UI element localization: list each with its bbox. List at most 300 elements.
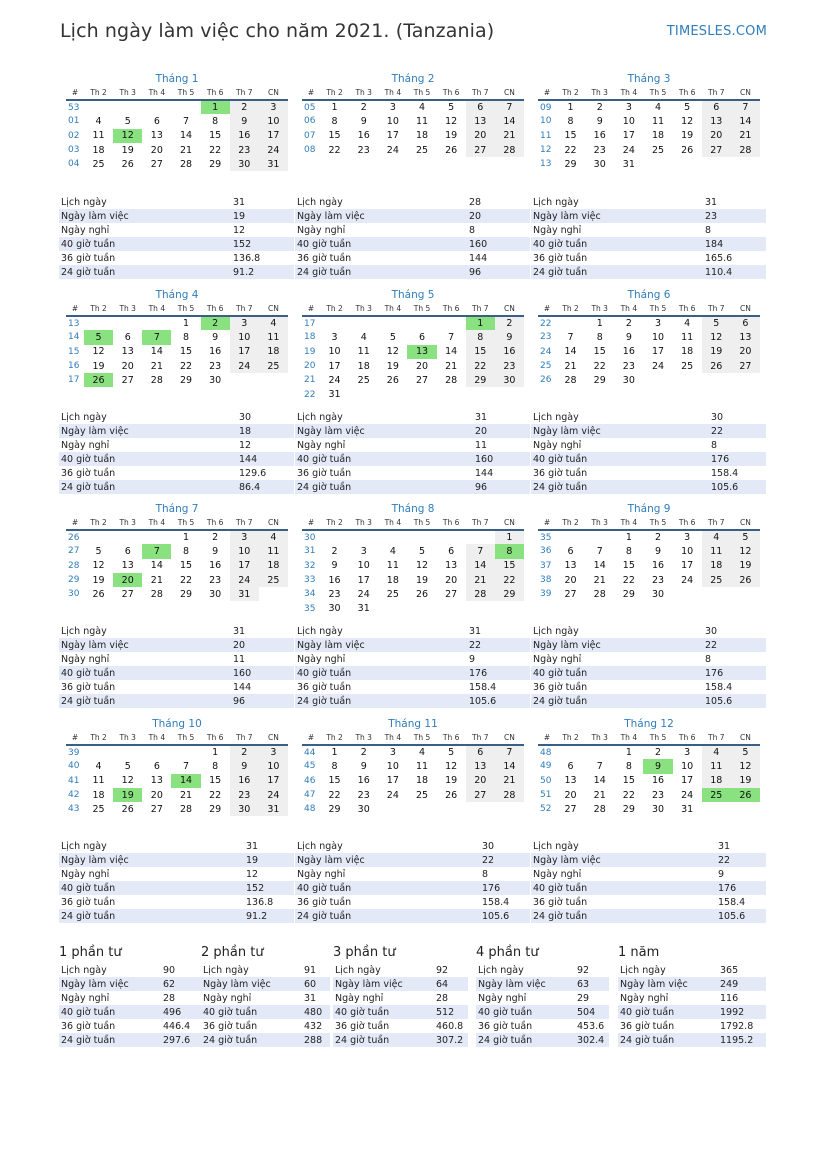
day-cell[interactable]: 12	[92, 560, 105, 572]
day-cell[interactable]: 9	[596, 115, 603, 127]
day-cell[interactable]: 11	[386, 560, 399, 572]
day-cell[interactable]: 18	[386, 574, 399, 586]
day-cell[interactable]: 19	[415, 574, 429, 586]
day-cell[interactable]: 15	[593, 346, 606, 358]
day-cell[interactable]: 24	[357, 588, 370, 600]
day-cell[interactable]: 3	[259, 100, 288, 114]
day-cell[interactable]: 4	[418, 102, 426, 114]
day-cell[interactable]: 23	[357, 789, 370, 801]
day-cell[interactable]: 29	[495, 587, 524, 601]
day-cell[interactable]: 12	[731, 544, 760, 558]
day-cell[interactable]: 6	[124, 545, 131, 557]
day-cell[interactable]: 3	[389, 102, 396, 114]
day-cell[interactable]: 23	[651, 789, 665, 801]
day-cell[interactable]: 4	[360, 331, 367, 343]
day-cell[interactable]: 21	[495, 129, 524, 143]
day-cell[interactable]: 1	[567, 102, 574, 114]
day-cell[interactable]: 4	[95, 760, 102, 772]
day-cell[interactable]: 9	[654, 545, 662, 557]
day-cell[interactable]: 3	[259, 745, 288, 759]
day-cell[interactable]: 18	[415, 130, 429, 142]
day-cell[interactable]: 31	[681, 803, 694, 815]
day-cell[interactable]: 28	[495, 788, 524, 802]
day-cell[interactable]: 11	[92, 130, 105, 142]
day-cell[interactable]: 19	[445, 130, 458, 142]
day-cell[interactable]: 27	[564, 588, 577, 600]
day-cell[interactable]: 21	[593, 574, 606, 586]
day-cell[interactable]: 27	[415, 374, 429, 386]
day-cell[interactable]: 6	[418, 331, 426, 343]
holiday-cell[interactable]: 25	[702, 788, 731, 802]
day-cell[interactable]: 17	[230, 345, 259, 359]
day-cell[interactable]: 27	[564, 803, 577, 815]
day-cell[interactable]: 10	[259, 759, 288, 773]
day-cell[interactable]: 23	[209, 574, 222, 586]
day-cell[interactable]: 26	[92, 588, 105, 600]
day-cell[interactable]: 6	[466, 745, 495, 759]
day-cell[interactable]: 18	[259, 559, 288, 573]
day-cell[interactable]: 8	[182, 331, 190, 343]
day-cell[interactable]: 22	[564, 144, 577, 156]
day-cell[interactable]: 26	[386, 374, 399, 386]
day-cell[interactable]: 28	[179, 803, 193, 815]
day-cell[interactable]: 12	[445, 760, 458, 772]
day-cell[interactable]: 26	[702, 359, 731, 373]
day-cell[interactable]: 17	[230, 559, 259, 573]
day-cell[interactable]: 24	[681, 789, 694, 801]
day-cell[interactable]: 1	[182, 318, 190, 330]
day-cell[interactable]: 21	[179, 144, 193, 156]
day-cell[interactable]: 25	[651, 144, 665, 156]
day-cell[interactable]: 3	[230, 316, 259, 330]
day-cell[interactable]: 12	[731, 759, 760, 773]
day-cell[interactable]: 10	[230, 544, 259, 558]
day-cell[interactable]: 22	[593, 360, 606, 372]
day-cell[interactable]: 11	[357, 346, 370, 358]
day-cell[interactable]: 27	[445, 588, 458, 600]
day-cell[interactable]: 4	[702, 530, 731, 544]
day-cell[interactable]: 15	[622, 775, 635, 787]
day-cell[interactable]: 17	[386, 775, 399, 787]
day-cell[interactable]: 1	[495, 530, 524, 544]
day-cell[interactable]: 7	[495, 745, 524, 759]
day-cell[interactable]: 24	[622, 144, 635, 156]
day-cell[interactable]: 30	[209, 588, 222, 600]
day-cell[interactable]: 11	[702, 544, 731, 558]
day-cell[interactable]: 23	[357, 144, 370, 156]
day-cell[interactable]: 9	[360, 760, 367, 772]
day-cell[interactable]: 9	[331, 560, 338, 572]
holiday-cell[interactable]: 7	[142, 330, 171, 344]
day-cell[interactable]: 2	[360, 747, 367, 759]
day-cell[interactable]: 12	[702, 330, 731, 344]
day-cell[interactable]: 9	[360, 115, 367, 127]
day-cell[interactable]: 8	[567, 115, 574, 127]
day-cell[interactable]: 21	[150, 360, 163, 372]
day-cell[interactable]: 27	[121, 374, 134, 386]
day-cell[interactable]: 2	[596, 102, 603, 114]
day-cell[interactable]: 28	[179, 158, 193, 170]
day-cell[interactable]: 17	[386, 130, 399, 142]
day-cell[interactable]: 31	[230, 587, 259, 601]
day-cell[interactable]: 22	[328, 144, 341, 156]
day-cell[interactable]: 2	[212, 532, 219, 544]
day-cell[interactable]: 11	[259, 330, 288, 344]
day-cell[interactable]: 16	[495, 345, 524, 359]
day-cell[interactable]: 16	[230, 774, 259, 788]
day-cell[interactable]: 29	[466, 373, 495, 387]
day-cell[interactable]: 9	[212, 331, 219, 343]
day-cell[interactable]: 21	[150, 574, 163, 586]
day-cell[interactable]: 28	[150, 588, 163, 600]
day-cell[interactable]: 19	[92, 574, 105, 586]
day-cell[interactable]: 7	[596, 760, 603, 772]
day-cell[interactable]: 30	[622, 374, 635, 386]
day-cell[interactable]: 8	[466, 330, 495, 344]
day-cell[interactable]: 15	[209, 130, 222, 142]
day-cell[interactable]: 10	[230, 330, 259, 344]
day-cell[interactable]: 8	[625, 760, 632, 772]
day-cell[interactable]: 2	[654, 532, 662, 544]
day-cell[interactable]: 17	[357, 574, 370, 586]
day-cell[interactable]: 13	[564, 775, 577, 787]
day-cell[interactable]: 28	[731, 143, 760, 157]
day-cell[interactable]: 13	[731, 330, 760, 344]
day-cell[interactable]: 9	[230, 759, 259, 773]
day-cell[interactable]: 20	[150, 144, 163, 156]
day-cell[interactable]: 10	[681, 545, 694, 557]
day-cell[interactable]: 8	[212, 115, 219, 127]
holiday-cell[interactable]: 26	[84, 373, 113, 387]
day-cell[interactable]: 22	[466, 359, 495, 373]
day-cell[interactable]: 29	[209, 158, 222, 170]
day-cell[interactable]: 28	[445, 374, 458, 386]
day-cell[interactable]: 20	[564, 574, 577, 586]
holiday-cell[interactable]: 1	[201, 100, 230, 114]
day-cell[interactable]: 6	[153, 760, 160, 772]
day-cell[interactable]: 6	[567, 760, 574, 772]
day-cell[interactable]: 11	[681, 331, 694, 343]
day-cell[interactable]: 19	[386, 360, 399, 372]
brand-logo[interactable]: TIMESLES.COM	[666, 24, 767, 39]
day-cell[interactable]: 18	[92, 144, 105, 156]
day-cell[interactable]: 30	[230, 157, 259, 171]
day-cell[interactable]: 17	[622, 130, 635, 142]
day-cell[interactable]: 16	[209, 560, 222, 572]
day-cell[interactable]: 4	[259, 530, 288, 544]
day-cell[interactable]: 28	[593, 588, 606, 600]
day-cell[interactable]: 3	[684, 532, 691, 544]
day-cell[interactable]: 6	[731, 316, 760, 330]
day-cell[interactable]: 5	[389, 331, 396, 343]
day-cell[interactable]: 28	[150, 374, 163, 386]
day-cell[interactable]: 20	[415, 360, 429, 372]
day-cell[interactable]: 22	[622, 574, 635, 586]
day-cell[interactable]: 12	[415, 560, 429, 572]
day-cell[interactable]: 28	[495, 143, 524, 157]
day-cell[interactable]: 29	[328, 803, 341, 815]
day-cell[interactable]: 11	[702, 759, 731, 773]
day-cell[interactable]: 22	[179, 574, 193, 586]
day-cell[interactable]: 18	[92, 789, 105, 801]
day-cell[interactable]: 10	[328, 346, 341, 358]
day-cell[interactable]: 25	[415, 789, 429, 801]
day-cell[interactable]: 20	[702, 129, 731, 143]
day-cell[interactable]: 7	[182, 115, 190, 127]
day-cell[interactable]: 4	[418, 747, 426, 759]
day-cell[interactable]: 2	[495, 316, 524, 330]
day-cell[interactable]: 9	[230, 114, 259, 128]
day-cell[interactable]: 13	[121, 560, 134, 572]
day-cell[interactable]: 19	[731, 774, 760, 788]
day-cell[interactable]: 26	[445, 144, 458, 156]
day-cell[interactable]: 5	[731, 745, 760, 759]
day-cell[interactable]: 5	[124, 760, 131, 772]
day-cell[interactable]: 25	[92, 803, 105, 815]
day-cell[interactable]: 14	[593, 560, 606, 572]
holiday-cell[interactable]: 5	[84, 330, 113, 344]
day-cell[interactable]: 25	[702, 573, 731, 587]
day-cell[interactable]: 25	[415, 144, 429, 156]
day-cell[interactable]: 20	[445, 574, 458, 586]
day-cell[interactable]: 29	[179, 374, 193, 386]
day-cell[interactable]: 22	[495, 573, 524, 587]
day-cell[interactable]: 21	[731, 129, 760, 143]
day-cell[interactable]: 12	[386, 346, 399, 358]
day-cell[interactable]: 28	[593, 803, 606, 815]
day-cell[interactable]: 7	[182, 760, 190, 772]
day-cell[interactable]: 3	[230, 530, 259, 544]
day-cell[interactable]: 23	[622, 360, 635, 372]
day-cell[interactable]: 14	[150, 560, 163, 572]
day-cell[interactable]: 28	[564, 374, 577, 386]
day-cell[interactable]: 15	[328, 130, 341, 142]
day-cell[interactable]: 6	[466, 100, 495, 114]
day-cell[interactable]: 10	[681, 760, 694, 772]
day-cell[interactable]: 19	[702, 345, 731, 359]
day-cell[interactable]: 30	[328, 603, 341, 615]
day-cell[interactable]: 27	[150, 803, 163, 815]
day-cell[interactable]: 30	[209, 374, 222, 386]
day-cell[interactable]: 3	[684, 747, 691, 759]
day-cell[interactable]: 8	[182, 545, 190, 557]
day-cell[interactable]: 15	[209, 775, 222, 787]
day-cell[interactable]: 20	[731, 345, 760, 359]
day-cell[interactable]: 16	[357, 130, 370, 142]
day-cell[interactable]: 16	[651, 560, 665, 572]
holiday-cell[interactable]: 13	[407, 345, 436, 359]
day-cell[interactable]: 31	[622, 158, 635, 170]
day-cell[interactable]: 24	[681, 574, 694, 586]
day-cell[interactable]: 8	[596, 331, 603, 343]
day-cell[interactable]: 13	[466, 114, 495, 128]
day-cell[interactable]: 1	[625, 747, 632, 759]
day-cell[interactable]: 30	[651, 588, 665, 600]
day-cell[interactable]: 2	[654, 747, 662, 759]
day-cell[interactable]: 30	[593, 158, 606, 170]
day-cell[interactable]: 13	[564, 560, 577, 572]
day-cell[interactable]: 23	[593, 144, 606, 156]
day-cell[interactable]: 19	[445, 775, 458, 787]
day-cell[interactable]: 29	[564, 158, 577, 170]
day-cell[interactable]: 13	[445, 560, 458, 572]
day-cell[interactable]: 23	[209, 360, 222, 372]
day-cell[interactable]: 29	[622, 588, 635, 600]
day-cell[interactable]: 27	[150, 158, 163, 170]
day-cell[interactable]: 14	[445, 346, 458, 358]
day-cell[interactable]: 29	[209, 803, 222, 815]
day-cell[interactable]: 15	[564, 130, 577, 142]
day-cell[interactable]: 27	[702, 143, 731, 157]
day-cell[interactable]: 2	[360, 102, 367, 114]
day-cell[interactable]: 11	[651, 115, 665, 127]
day-cell[interactable]: 26	[731, 573, 760, 587]
day-cell[interactable]: 26	[121, 803, 134, 815]
day-cell[interactable]: 24	[328, 374, 341, 386]
day-cell[interactable]: 2	[331, 545, 338, 557]
day-cell[interactable]: 13	[150, 775, 163, 787]
day-cell[interactable]: 15	[495, 559, 524, 573]
day-cell[interactable]: 10	[386, 115, 399, 127]
day-cell[interactable]: 8	[625, 545, 632, 557]
day-cell[interactable]: 7	[448, 331, 455, 343]
day-cell[interactable]: 3	[625, 102, 632, 114]
day-cell[interactable]: 13	[466, 759, 495, 773]
day-cell[interactable]: 7	[466, 544, 495, 558]
day-cell[interactable]: 14	[564, 346, 577, 358]
holiday-cell[interactable]: 14	[171, 774, 200, 788]
holiday-cell[interactable]: 2	[201, 316, 230, 330]
day-cell[interactable]: 15	[622, 560, 635, 572]
day-cell[interactable]: 22	[209, 144, 222, 156]
day-cell[interactable]: 21	[593, 789, 606, 801]
day-cell[interactable]: 30	[651, 803, 665, 815]
day-cell[interactable]: 21	[179, 789, 193, 801]
day-cell[interactable]: 7	[731, 100, 760, 114]
day-cell[interactable]: 10	[651, 331, 665, 343]
day-cell[interactable]: 10	[386, 760, 399, 772]
day-cell[interactable]: 24	[386, 789, 399, 801]
day-cell[interactable]: 11	[415, 760, 429, 772]
day-cell[interactable]: 24	[230, 359, 259, 373]
day-cell[interactable]: 25	[357, 374, 370, 386]
day-cell[interactable]: 5	[702, 316, 731, 330]
day-cell[interactable]: 18	[357, 360, 370, 372]
holiday-cell[interactable]: 1	[466, 316, 495, 330]
day-cell[interactable]: 2	[230, 745, 259, 759]
holiday-cell[interactable]: 8	[495, 544, 524, 558]
day-cell[interactable]: 5	[124, 115, 131, 127]
day-cell[interactable]: 9	[495, 330, 524, 344]
day-cell[interactable]: 1	[596, 318, 603, 330]
holiday-cell[interactable]: 20	[113, 573, 142, 587]
day-cell[interactable]: 19	[681, 130, 694, 142]
day-cell[interactable]: 20	[150, 789, 163, 801]
day-cell[interactable]: 27	[731, 359, 760, 373]
day-cell[interactable]: 17	[259, 129, 288, 143]
day-cell[interactable]: 15	[328, 775, 341, 787]
day-cell[interactable]: 22	[179, 360, 193, 372]
day-cell[interactable]: 15	[179, 346, 193, 358]
day-cell[interactable]: 15	[466, 345, 495, 359]
day-cell[interactable]: 12	[121, 775, 134, 787]
holiday-cell[interactable]: 9	[643, 759, 672, 773]
day-cell[interactable]: 23	[230, 143, 259, 157]
day-cell[interactable]: 6	[153, 115, 160, 127]
day-cell[interactable]: 1	[182, 532, 190, 544]
day-cell[interactable]: 13	[121, 346, 134, 358]
day-cell[interactable]: 22	[328, 789, 341, 801]
day-cell[interactable]: 1	[625, 532, 632, 544]
day-cell[interactable]: 7	[596, 545, 603, 557]
day-cell[interactable]: 14	[495, 114, 524, 128]
day-cell[interactable]: 28	[466, 587, 495, 601]
day-cell[interactable]: 25	[681, 360, 694, 372]
day-cell[interactable]: 18	[651, 130, 665, 142]
holiday-cell[interactable]: 12	[113, 129, 142, 143]
day-cell[interactable]: 19	[92, 360, 105, 372]
day-cell[interactable]: 13	[150, 130, 163, 142]
day-cell[interactable]: 16	[593, 130, 606, 142]
day-cell[interactable]: 10	[259, 114, 288, 128]
day-cell[interactable]: 5	[684, 102, 691, 114]
day-cell[interactable]: 15	[179, 560, 193, 572]
day-cell[interactable]: 14	[179, 130, 193, 142]
day-cell[interactable]: 27	[466, 143, 495, 157]
day-cell[interactable]: 29	[622, 803, 635, 815]
day-cell[interactable]: 26	[681, 144, 694, 156]
day-cell[interactable]: 18	[702, 559, 731, 573]
day-cell[interactable]: 14	[593, 775, 606, 787]
day-cell[interactable]: 25	[259, 573, 288, 587]
day-cell[interactable]: 12	[445, 115, 458, 127]
day-cell[interactable]: 7	[495, 100, 524, 114]
day-cell[interactable]: 22	[209, 789, 222, 801]
day-cell[interactable]: 14	[150, 346, 163, 358]
day-cell[interactable]: 23	[495, 359, 524, 373]
day-cell[interactable]: 4	[259, 316, 288, 330]
day-cell[interactable]: 25	[259, 359, 288, 373]
day-cell[interactable]: 16	[209, 346, 222, 358]
day-cell[interactable]: 25	[92, 158, 105, 170]
day-cell[interactable]: 3	[360, 545, 367, 557]
day-cell[interactable]: 5	[95, 545, 102, 557]
day-cell[interactable]: 30	[357, 803, 370, 815]
day-cell[interactable]: 5	[448, 747, 455, 759]
day-cell[interactable]: 11	[415, 115, 429, 127]
day-cell[interactable]: 17	[681, 775, 694, 787]
day-cell[interactable]: 17	[651, 346, 665, 358]
day-cell[interactable]: 6	[702, 100, 731, 114]
day-cell[interactable]: 18	[415, 775, 429, 787]
day-cell[interactable]: 1	[212, 747, 219, 759]
day-cell[interactable]: 2	[230, 100, 259, 114]
day-cell[interactable]: 14	[466, 559, 495, 573]
day-cell[interactable]: 19	[121, 144, 134, 156]
day-cell[interactable]: 31	[259, 802, 288, 816]
day-cell[interactable]: 4	[684, 318, 691, 330]
day-cell[interactable]: 27	[466, 788, 495, 802]
holiday-cell[interactable]: 26	[731, 788, 760, 802]
day-cell[interactable]: 17	[328, 360, 341, 372]
day-cell[interactable]: 23	[230, 788, 259, 802]
day-cell[interactable]: 18	[259, 345, 288, 359]
day-cell[interactable]: 9	[212, 545, 219, 557]
day-cell[interactable]: 19	[731, 559, 760, 573]
day-cell[interactable]: 6	[124, 331, 131, 343]
day-cell[interactable]: 17	[681, 560, 694, 572]
day-cell[interactable]: 21	[495, 774, 524, 788]
